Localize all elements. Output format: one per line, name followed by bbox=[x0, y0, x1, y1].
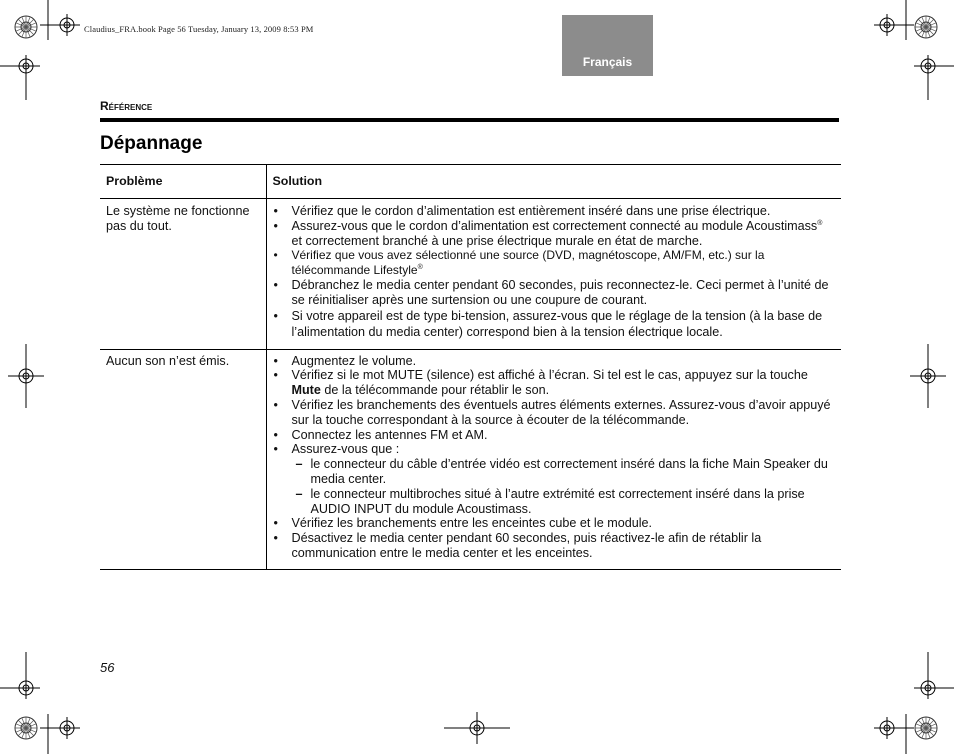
sub-list-item: – le connecteur multibroches situé à l’autre extrémité est correctement inséré dans la prise AUDIO INPUT du module Acoustimass. bbox=[292, 487, 836, 517]
list-item: • Vérifiez que le cordon d’alimentation est entièrement inséré dans une prise électrique. bbox=[273, 204, 836, 219]
book-header: Claudius_FRA.book Page 56 Tuesday, January 13, 2009 8:53 PM bbox=[84, 24, 314, 34]
list-item: • Assurez-vous que le cordon d’alimentation est correctement connecté au module Acoustimass® et correctement branché à une prise électrique murale en état de marche. bbox=[273, 219, 836, 249]
table-row bbox=[100, 199, 841, 350]
sub-list-item: – le connecteur du câble d’entrée vidéo est correctement inséré dans la fiche Main Speaker du media center. bbox=[292, 457, 836, 487]
list-item: • Vérifiez que vous avez sélectionné une source (DVD, magnétoscope, AM/FM, etc.) sur la télécommande Lifestyle® bbox=[273, 248, 836, 278]
column-header-solution: Solution bbox=[266, 165, 841, 199]
solution-cell bbox=[266, 199, 841, 350]
table-row bbox=[100, 349, 841, 569]
solution-cell bbox=[266, 349, 841, 569]
troubleshooting-table bbox=[100, 164, 841, 570]
list-item: • Assurez-vous que : – le connecteur du câble d’entrée vidéo est correctement inséré dans la fiche Main Speaker du media center. – le connecteur multibroches situé à l’autre extrémité est correctement inséré dans la prise AUDIO INPUT du module Acoustimass. bbox=[273, 442, 836, 516]
list-item: • Vérifiez si le mot MUTE (silence) est affiché à l’écran. Si tel est le cas, appuyez sur la touche Mute de la télécommande pour rétablir le son. bbox=[273, 368, 836, 398]
header-rule bbox=[100, 118, 839, 122]
mute-key-label: Mute bbox=[291, 383, 321, 398]
language-tab-label: Français bbox=[582, 55, 633, 69]
column-header-problem: Problème bbox=[100, 165, 266, 199]
sub-list bbox=[292, 457, 836, 516]
page-number: 56 bbox=[100, 660, 115, 675]
list-item: • Désactivez le media center pendant 60 secondes, puis réactivez-le afin de rétablir la communication entre le media center et les enceintes. bbox=[273, 531, 836, 561]
list-item: • Augmentez le volume. bbox=[273, 354, 836, 369]
table-header-row bbox=[100, 165, 841, 199]
language-tab bbox=[562, 15, 653, 76]
list-item: • Débranchez le media center pendant 60 secondes, puis reconnectez-le. Ceci permet à l’unité de se réinitialiser après une surtension ou une coupure de courant. bbox=[273, 278, 836, 308]
solution-list bbox=[273, 204, 836, 341]
problem-cell: Le système ne fonctionne pas du tout. bbox=[100, 199, 266, 350]
page-title: Dépannage bbox=[100, 133, 203, 154]
list-item: • Vérifiez les branchements entre les enceintes cube et le module. bbox=[273, 516, 836, 531]
problem-cell: Aucun son n’est émis. bbox=[100, 349, 266, 569]
solution-list bbox=[273, 354, 836, 561]
list-item: • Si votre appareil est de type bi-tension, assurez-vous que le réglage de la tension (à la base de l’alimentation du media center) correspond bien à la tension électrique locale. bbox=[273, 308, 836, 341]
section-label: Référence bbox=[100, 99, 153, 113]
list-item: • Connectez les antennes FM et AM. bbox=[273, 428, 836, 443]
list-item: • Vérifiez les branchements des éventuels autres éléments externes. Assurez-vous d’avoir appuyé sur la touche correspondant à la source à écouter de la télécommande. bbox=[273, 398, 836, 428]
